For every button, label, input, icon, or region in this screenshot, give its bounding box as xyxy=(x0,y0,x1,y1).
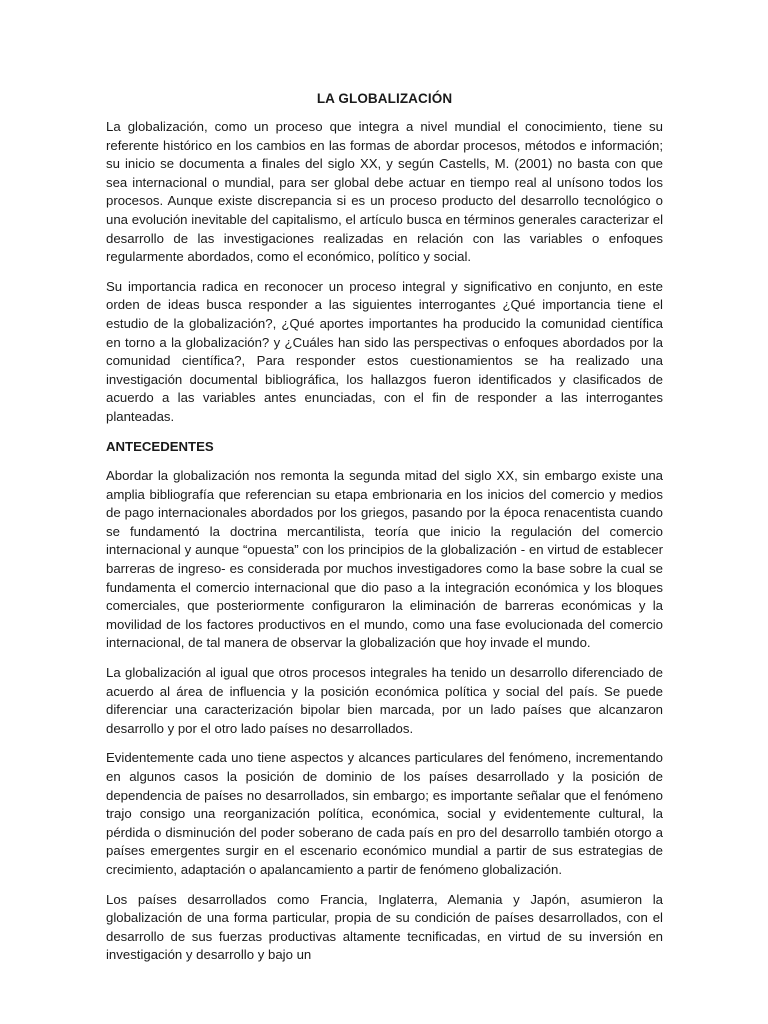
section-heading-antecedentes: ANTECEDENTES xyxy=(106,438,214,454)
paragraph-intro-2: Su importancia radica en reconocer un proceso integral y significativo en conjunto, en este orden de ideas busca responder a las siguientes interrogantes ¿Qué importancia tiene el estudio de la globalización?, ¿Qué aportes importantes ha producido la comunidad científica en torno a la globalización? y ¿Cuáles han sido las perspectivas o enfoques abordados por la comunidad científica?, Para responder estos cuestionamientos se ha realizado una investigación documental bibliográfica, los hallazgos fueron identificados y clasificados de acuerdo a las variables antes enunciadas, con el fin de responder a las interrogantes planteadas. xyxy=(106,278,663,424)
paragraph-antecedentes-1: Abordar la globalización nos remonta la segunda mitad del siglo XX, sin embargo existe una amplia bibliografía que referencian su etapa embrionaria en los inicios del comercio y medios de pago internacionales abordados por los griegos, pasando por la época renacentista cuando se fundamentó la doctrina mercantilista, teoría que inicio la regulación del comercio internacional y aunque “opuesta” con los principios de la globalización - en virtud de establecer barreras de ingreso- es considerada por muchos investigadores como la base sobre la cual se fundamenta el comercio internacional que dio paso a la integración económica y los bloques comerciales, que posteriormente configuraron la eliminación de barreras económicas y la movilidad de los factores productivos en el mundo, como una fase evolucionada del comercio internacional, de tal manera de observar la globalización que hoy invade el mundo. xyxy=(106,468,663,651)
paragraph-antecedentes-2: La globalización al igual que otros procesos integrales ha tenido un desarrollo diferenciado de acuerdo al área de influencia y la posición económica política y social del país. Se puede diferenciar una caracterización bipolar bien marcada, por un lado países que alcanzaron desarrollo y por el otro lado países no desarrollados. xyxy=(106,665,663,736)
document-title: LA GLOBALIZACIÓN xyxy=(316,91,453,106)
paragraph-antecedentes-4: Los países desarrollados como Francia, Inglaterra, Alemania y Japón, asumieron la globalización de una forma particular, propia de su condición de países desarrollados, con el desarrollo de sus fuerzas productivas altamente tecnificadas, en virtud de su inversión en investigación y desarrollo y bajo un xyxy=(106,891,663,963)
paragraph-intro-1: La globalización, como un proceso que integra a nivel mundial el conocimiento, tiene su referente histórico en los cambios en las formas de abordar procesos, métodos e información; su inicio se documenta a finales del siglo XX, y según Castells, M. (2001) no basta con que sea internacional o mundial, para ser global debe actuar en tiempo real al unísono todos los procesos. Aunque existe discrepancia si es un proceso producto del desarrollo tecnológico o una evolución inevitable del capitalismo, el artículo busca en términos generales caracterizar el desarrollo de las investigaciones realizadas en relación con las variables o enfoques regularmente abordados, como el económico, político y social. xyxy=(106,119,663,265)
paragraph-antecedentes-3: Evidentemente cada uno tiene aspectos y alcances particulares del fenómeno, incrementando en algunos casos la posición de dominio de los países desarrollado y la posición de dependencia de países no desarrollados, sin embargo; es importante señalar que el fenómeno trajo consigo una reorganización política, económica, social y evidentemente cultural, la pérdida o disminución del poder soberano de cada país en pro del desarrollo también otorgo a países emergentes surgir en el escenario económico mundial a partir de sus estrategias de crecimiento, adaptación o apalancamiento a partir de fenómeno globalización. xyxy=(106,750,663,877)
